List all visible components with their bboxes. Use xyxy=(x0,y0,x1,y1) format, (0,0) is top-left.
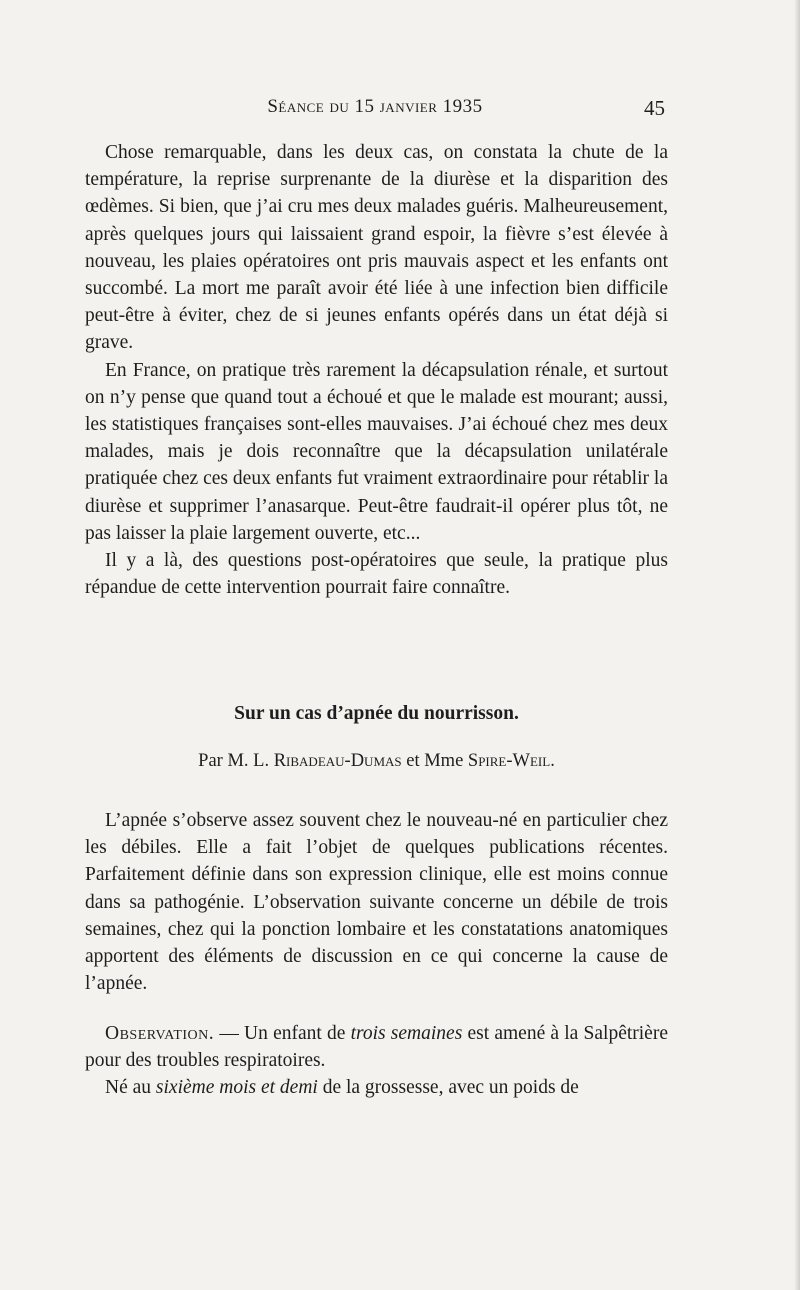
running-title: Séance du 15 janvier 1935 xyxy=(267,96,483,117)
paragraph: En France, on pratique très rarement la décapsulation rénale, et surtout on n’y pense que quand tout a échoué et que le malade est mourant; aussi, les statistiques françaises sont-elles mauvaises. J’ai échoué chez mes deux malades, mais je dois reconnaître que la décapsulation unilatérale pratiquée chez ces deux enfants fut vraiment extraordinaire pour rétablir la diurèse et supprimer l’anasarque. Peut-être faudrait-il opérer plus tôt, ne pas laisser la plaie largement ouverte, etc... xyxy=(85,359,668,544)
paragraph: Chose remarquable, dans les deux cas, on constata la chute de la température, la reprise surprenante de la diurèse et la disparition des œdèmes. Si bien, que j’ai cru mes deux malades guéris. Malheureusement, après quelques jours qui laissaient grand espoir, la fièvre s’est élevée à nouveau, les plaies opératoires ont pris mauvais aspect et les enfants ont succombé. La mort me paraît avoir été liée à une infection bien difficile peut-être à éviter, chez de si jeunes enfants opérés dans un état déjà si grave. xyxy=(85,142,668,354)
paragraph: L’apnée s’observe assez souvent chez le nouveau-né en particulier chez les débiles. Elle a fait l’objet de quelques publications récentes. Parfaitement définie dans son expression clinique, elle est moins connue dans sa pathogénie. L’observation suivante concerne un débile de trois semaines, chez qui la ponction lombaire et les constatations anatomiques apportent des éléments de discussion en ce qui concerne la cause de l’apnée. xyxy=(85,810,668,995)
running-head xyxy=(85,96,665,124)
continued-text xyxy=(85,139,668,601)
observation-text: — Un enfant de xyxy=(214,1023,351,1044)
observation-text: de la grossesse, avec un poids de xyxy=(317,1077,579,1099)
observation-italic: sixième mois et demi xyxy=(155,1077,318,1099)
observation-paragraph xyxy=(85,1020,668,1074)
authors-conjunction: et Mme xyxy=(406,751,464,771)
authors-prefix: Par M. L. xyxy=(198,751,270,771)
article-title: Sur un cas d’apnée du nourrisson. xyxy=(234,703,519,724)
observation-section xyxy=(85,1020,668,1102)
authors-line xyxy=(85,751,668,772)
observation-text: est amené à la Salpêtrière pour des troubles respiratoires. xyxy=(85,1023,668,1072)
paragraph: Il y a là, des questions post-opératoires que seule, la pratique plus répandue de cette intervention pourrait faire connaître. xyxy=(85,550,668,599)
author-name: Spire-Weil. xyxy=(467,751,555,771)
observation-label: Observation. xyxy=(105,1023,215,1044)
article-intro xyxy=(85,807,668,997)
observation-text: Né au xyxy=(105,1077,156,1099)
observation-paragraph xyxy=(85,1074,668,1101)
observation-italic: trois semaines xyxy=(350,1023,463,1044)
page-number: 45 xyxy=(644,96,665,120)
author-name: Ribadeau-Dumas xyxy=(273,751,402,771)
